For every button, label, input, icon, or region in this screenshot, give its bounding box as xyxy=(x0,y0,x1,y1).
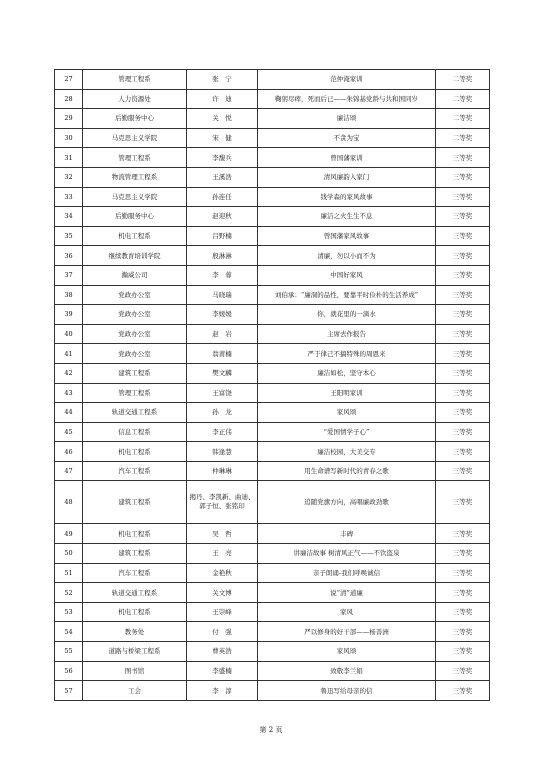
department-cell: 机电工程系 xyxy=(83,442,187,462)
name-cell: 樊文麟 xyxy=(187,363,258,383)
department-cell: 机电工程系 xyxy=(83,524,187,544)
name-cell: 金艳秋 xyxy=(187,563,258,583)
award-cell: 三等奖 xyxy=(436,602,490,622)
name-cell: 赵迎秋 xyxy=(187,207,258,227)
department-cell: 党政办公室 xyxy=(83,305,187,325)
department-cell: 瀚威公司 xyxy=(83,265,187,285)
work-title-cell: 廉洁校园，大美交专 xyxy=(258,442,436,462)
award-cell: 三等奖 xyxy=(436,265,490,285)
department-cell: 建筑工程系 xyxy=(83,481,187,524)
award-cell: 三等奖 xyxy=(436,344,490,364)
department-cell: 机电工程系 xyxy=(83,602,187,622)
award-cell: 三等奖 xyxy=(436,285,490,305)
work-title-cell: 追随党旗方向，高唱廉政劲歌 xyxy=(258,481,436,524)
row-number-cell: 35 xyxy=(55,226,83,246)
name-cell: 王崇峰 xyxy=(187,602,258,622)
row-number-cell: 39 xyxy=(55,305,83,325)
table-row xyxy=(55,403,490,423)
row-number-cell: 41 xyxy=(55,344,83,364)
row-number-cell: 45 xyxy=(55,422,83,442)
table-row xyxy=(55,70,490,90)
row-number-cell: 29 xyxy=(55,109,83,129)
name-cell: 许 迪 xyxy=(187,89,258,109)
work-title-cell: 说“清”道廉 xyxy=(258,583,436,603)
row-number-cell: 34 xyxy=(55,207,83,227)
row-number-cell: 32 xyxy=(55,167,83,187)
award-cell: 三等奖 xyxy=(436,305,490,325)
row-number-cell: 38 xyxy=(55,285,83,305)
table-row xyxy=(55,442,490,462)
row-number-cell: 55 xyxy=(55,642,83,662)
award-cell: 三等奖 xyxy=(436,442,490,462)
work-title-cell: 用生命谱写新时代的青春之歌 xyxy=(258,461,436,481)
department-cell: 信息工程系 xyxy=(83,422,187,442)
name-cell: 王溪浩 xyxy=(187,167,258,187)
department-cell: 党政办公室 xyxy=(83,324,187,344)
awards-table xyxy=(54,69,490,701)
award-cell: 三等奖 xyxy=(436,583,490,603)
row-number-cell: 31 xyxy=(55,148,83,168)
award-cell: 三等奖 xyxy=(436,207,490,227)
work-title-cell: 不贪为宝 xyxy=(258,128,436,148)
award-cell: 三等奖 xyxy=(436,681,490,701)
work-title-cell: 范仲淹家训 xyxy=(258,70,436,90)
department-cell: 党政办公室 xyxy=(83,344,187,364)
department-cell: 马克思主义学院 xyxy=(83,187,187,207)
name-cell: 韩逢慧 xyxy=(187,442,258,462)
row-number-cell: 30 xyxy=(55,128,83,148)
table-row xyxy=(55,246,490,266)
work-title-cell: 家风 xyxy=(258,602,436,622)
award-cell: 三等奖 xyxy=(436,481,490,524)
department-cell: 道路与桥梁工程系 xyxy=(83,642,187,662)
department-cell: 轨道交通工程系 xyxy=(83,583,187,603)
table-row xyxy=(55,167,490,187)
work-title-cell: 亲子朗诵-我们呼唤诚信 xyxy=(258,563,436,583)
table-row xyxy=(55,681,490,701)
name-cell: 王 亮 xyxy=(187,544,258,564)
award-cell: 三等奖 xyxy=(436,524,490,544)
name-cell: 赵 岩 xyxy=(187,324,258,344)
award-cell: 三等奖 xyxy=(436,324,490,344)
work-title-cell: 刘伯承：“廉洞的品性，要靠平时俭朴的生活养成” xyxy=(258,285,436,305)
table-row xyxy=(55,383,490,403)
name-cell: 翁莆楠 xyxy=(187,344,258,364)
row-number-cell: 42 xyxy=(55,363,83,383)
work-title-cell: 你，就花里的一滴水 xyxy=(258,305,436,325)
work-title-cell: 曾国藩家训 xyxy=(258,148,436,168)
award-cell: 三等奖 xyxy=(436,148,490,168)
table-row xyxy=(55,461,490,481)
award-cell: 二等奖 xyxy=(436,70,490,90)
award-cell: 三等奖 xyxy=(436,226,490,246)
row-number-cell: 33 xyxy=(55,187,83,207)
work-title-cell: 严以修身的好干部——杨善洲 xyxy=(258,622,436,642)
department-cell: 工会 xyxy=(83,681,187,701)
department-cell: 图书馆 xyxy=(83,661,187,681)
table-row xyxy=(55,128,490,148)
table-row xyxy=(55,148,490,168)
award-cell: 三等奖 xyxy=(436,461,490,481)
table-row xyxy=(55,563,490,583)
work-title-cell: 讲廉洁故事 树清风正气——不饮盗泉 xyxy=(258,544,436,564)
work-title-cell: 廉洁如松，坚守本心 xyxy=(258,363,436,383)
row-number-cell: 44 xyxy=(55,403,83,423)
work-title-cell: 清风廉韵入家门 xyxy=(258,167,436,187)
page-number: 第 2 页 xyxy=(259,726,283,734)
name-cell: 李盛楠 xyxy=(187,661,258,681)
row-number-cell: 27 xyxy=(55,70,83,90)
name-cell: 李媛媛 xyxy=(187,305,258,325)
name-cell: 吴 哲 xyxy=(187,524,258,544)
table-row xyxy=(55,642,490,662)
award-cell: 二等奖 xyxy=(436,89,490,109)
award-cell: 三等奖 xyxy=(436,563,490,583)
work-title-cell: 鞠躬尽瘁，死而后已——朱锦基党龄与共和国同岁 xyxy=(258,89,436,109)
award-cell: 二等奖 xyxy=(436,109,490,129)
department-cell: 管理工程系 xyxy=(83,148,187,168)
award-cell: 三等奖 xyxy=(436,403,490,423)
table-row xyxy=(55,187,490,207)
name-cell: 李馥兵 xyxy=(187,148,258,168)
name-cell: 李 蓉 xyxy=(187,265,258,285)
table-row xyxy=(55,324,490,344)
row-number-cell: 53 xyxy=(55,602,83,622)
award-cell: 三等奖 xyxy=(436,422,490,442)
department-cell: 继续教育培训学院 xyxy=(83,246,187,266)
work-title-cell: 曾国藩家风故事 xyxy=(258,226,436,246)
name-cell: 李 淳 xyxy=(187,681,258,701)
table-row xyxy=(55,89,490,109)
table-row xyxy=(55,422,490,442)
name-cell: 吕野楠 xyxy=(187,226,258,246)
row-number-cell: 36 xyxy=(55,246,83,266)
work-title-cell: 严于律己不搞特殊的周恩来 xyxy=(258,344,436,364)
name-cell: 宋 健 xyxy=(187,128,258,148)
table-row xyxy=(55,344,490,364)
row-number-cell: 50 xyxy=(55,544,83,564)
award-cell: 三等奖 xyxy=(436,187,490,207)
name-cell: 关文博 xyxy=(187,583,258,603)
name-cell: 孙 龙 xyxy=(187,403,258,423)
department-cell: 人力资源处 xyxy=(83,89,187,109)
award-cell: 三等奖 xyxy=(436,246,490,266)
name-cell: 张 宁 xyxy=(187,70,258,90)
row-number-cell: 49 xyxy=(55,524,83,544)
table-row xyxy=(55,524,490,544)
work-title-cell: 丰碑 xyxy=(258,524,436,544)
award-cell: 三等奖 xyxy=(436,544,490,564)
work-title-cell: 致敬李兰娟 xyxy=(258,661,436,681)
name-cell: 仲琳琳 xyxy=(187,461,258,481)
name-cell: 孙连任 xyxy=(187,187,258,207)
row-number-cell: 54 xyxy=(55,622,83,642)
table-row xyxy=(55,265,490,285)
department-cell: 机电工程系 xyxy=(83,226,187,246)
table-row xyxy=(55,207,490,227)
award-cell: 三等奖 xyxy=(436,167,490,187)
award-cell: 三等奖 xyxy=(436,622,490,642)
department-cell: 后勤服务中心 xyxy=(83,207,187,227)
table-row xyxy=(55,481,490,524)
department-cell: 马克思主义学院 xyxy=(83,128,187,148)
award-cell: 二等奖 xyxy=(436,128,490,148)
row-number-cell: 46 xyxy=(55,442,83,462)
award-cell: 三等奖 xyxy=(436,661,490,681)
name-cell: 曹英浩 xyxy=(187,642,258,662)
name-cell: 马晓瑞 xyxy=(187,285,258,305)
row-number-cell: 57 xyxy=(55,681,83,701)
table-row xyxy=(55,544,490,564)
name-cell: 李正伟 xyxy=(187,422,258,442)
table-row xyxy=(55,602,490,622)
work-title-cell: 王阳明家训 xyxy=(258,383,436,403)
name-cell: 殷淋淋 xyxy=(187,246,258,266)
work-title-cell: 家风颂 xyxy=(258,642,436,662)
department-cell: 建筑工程系 xyxy=(83,544,187,564)
table-row xyxy=(55,622,490,642)
department-cell: 物流管理工程系 xyxy=(83,167,187,187)
table-row xyxy=(55,285,490,305)
awards-table-body xyxy=(55,70,490,701)
award-cell: 三等奖 xyxy=(436,383,490,403)
department-cell: 建筑工程系 xyxy=(83,363,187,383)
department-cell: 管理工程系 xyxy=(83,70,187,90)
row-number-cell: 52 xyxy=(55,583,83,603)
table-row xyxy=(55,661,490,681)
name-cell: 王富饶 xyxy=(187,383,258,403)
row-number-cell: 37 xyxy=(55,265,83,285)
department-cell: 后勤服务中心 xyxy=(83,109,187,129)
table-row xyxy=(55,109,490,129)
row-number-cell: 28 xyxy=(55,89,83,109)
name-cell: 付 强 xyxy=(187,622,258,642)
department-cell: 汽车工程系 xyxy=(83,461,187,481)
row-number-cell: 48 xyxy=(55,481,83,524)
table-row xyxy=(55,363,490,383)
department-cell: 管理工程系 xyxy=(83,383,187,403)
work-title-cell: “爱国情学子心” xyxy=(258,422,436,442)
work-title-cell: 钱学森的家风故事 xyxy=(258,187,436,207)
department-cell: 轨道交通工程系 xyxy=(83,403,187,423)
work-title-cell: 廉洁颂 xyxy=(258,109,436,129)
department-cell: 汽车工程系 xyxy=(83,563,187,583)
work-title-cell: 清廉，勿以小而不为 xyxy=(258,246,436,266)
row-number-cell: 40 xyxy=(55,324,83,344)
work-title-cell: 鲁迅写给母亲的信 xyxy=(258,681,436,701)
name-cell: 揭丹、李凯新、曲迪、郭子恒、张铭印 xyxy=(187,481,258,524)
work-title-cell: 主席去作报告 xyxy=(258,324,436,344)
work-title-cell: 家风颂 xyxy=(258,403,436,423)
award-cell: 三等奖 xyxy=(436,363,490,383)
department-cell: 党政办公室 xyxy=(83,285,187,305)
award-cell: 三等奖 xyxy=(436,642,490,662)
table-row xyxy=(55,226,490,246)
work-title-cell: 中国好家风 xyxy=(258,265,436,285)
row-number-cell: 56 xyxy=(55,661,83,681)
table-row xyxy=(55,583,490,603)
work-title-cell: 廉洁之火生生不息 xyxy=(258,207,436,227)
row-number-cell: 47 xyxy=(55,461,83,481)
name-cell: 关 悦 xyxy=(187,109,258,129)
row-number-cell: 43 xyxy=(55,383,83,403)
department-cell: 教务处 xyxy=(83,622,187,642)
row-number-cell: 51 xyxy=(55,563,83,583)
table-row xyxy=(55,305,490,325)
